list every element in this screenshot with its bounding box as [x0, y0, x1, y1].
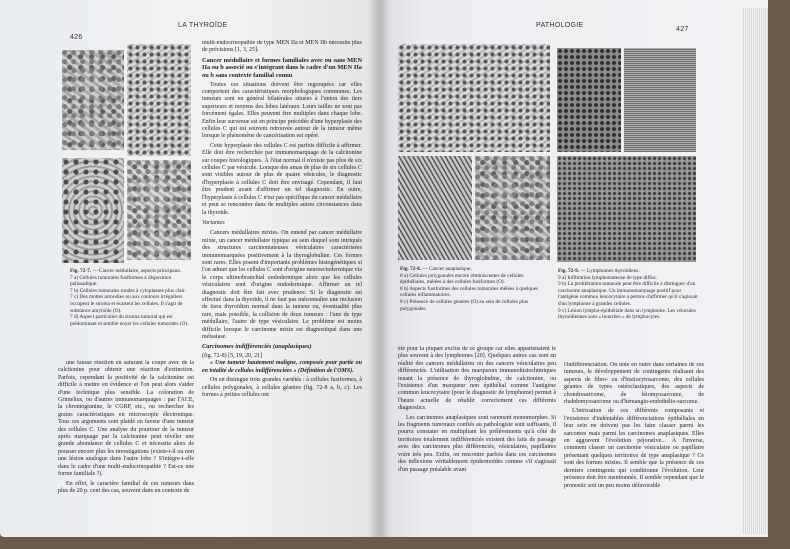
figure-72-8b: [398, 156, 472, 260]
fig-72-7b-caption: 7 b) Cellules tumorales rondes à cytoplasme plus clair.: [70, 287, 186, 294]
page-number-right: 427: [676, 26, 689, 33]
left-col2-distinguish: On en distingue trois grandes variétés : à cellules fusiformes, à cellules polygonales, à cellules géantes (fig. 72-8 a, b, c). Les formes à petites cellules ont: [202, 377, 362, 399]
fig-72-9a-caption: 9 a) Infiltration lymphomateuse de type diffus.: [558, 274, 657, 281]
figure-72-7d: [127, 160, 191, 260]
figure-72-9a: [557, 48, 621, 152]
section-heading-variantes: Variantes: [202, 219, 225, 226]
left-col1-para: une fausse réaction en saturant la coupe avec de la calcitonine pour obtenir une réaction d'extinction. Parfois, cependant la positivité de la calcitonine est difficile à mettre en évidence et l'on peut alors s'aider d'une technique plus sensible. La coloration de Grimelius, ou d'autres immunomarquages : par l'ACE, la chromogranine, le CGRP, etc., ou rechercher les grains caractéristiques en microscopie électronique. Tous ces arguments sont plaidé en faveur d'une tumeur des cellules C. Une analyse du pourtour de la tumeur après marquage par la calcitonine peut révéler une grande abondance de cellules C et nécessite alors de pousser encore plus les investigations (existe-t-il ou non une lésion analogue dans l'autre lobe ? S'intègre-t-elle dans le cadre d'une multi-endocrinopathie ? Est-ce une forme familiale ?).: [58, 360, 194, 478]
right-col1-text: [398, 346, 556, 526]
fig-72-7-title: — Cancer médullaire, aspects principaux.: [92, 268, 182, 274]
left-col2-intro: multi-endocrinopathie de type MEN IIa et MEN IIb nécessite plus de précisions [1, 3, 25].: [202, 40, 362, 54]
figure-72-7c: [62, 158, 124, 263]
page-edges: [742, 8, 768, 534]
left-col1-para2: En effet, le caractère familial de ces tumeurs dans plus de 20 p. cent des cas, souvent dans un contexte de: [58, 480, 194, 494]
right-col2-para1: l'indifférenciation. On note en outre dans certaines de ces tumeurs, le développement de contingents réalisant des aspects de fibro- ou d'histiocytosarcome, des cellules géantes de types ostéoclastiques, des aspects de chondrosarcome, de léiomyosarcome, de rhabdomyosarcome ou d'hémangio-endothélio-sarcome.: [564, 362, 704, 406]
figure-72-8c: [475, 156, 550, 260]
section-heading-anaplasiques: Carcinomes indifférenciés (anaplasiques): [202, 343, 312, 351]
figure-72-9c: [557, 156, 696, 262]
fig-72-9-label: Fig. 72-9.: [558, 268, 580, 274]
fig-72-7c-caption: 7 c) Des mottes arrondies ou aux contours irréguliers occupent le stroma et écartent les cellules. Il s'agit de substance amyloïde (O).: [70, 294, 183, 314]
figure-72-7b: [127, 44, 191, 156]
fig-72-8-label: Fig. 72-8.: [400, 266, 422, 272]
left-col1-bottom-text: [58, 360, 194, 525]
right-col1-para2: Les carcinomes anaplasiques sont rarement monomorphes. Si les fragments tumoraux confiés au pathologiste sont suffisants, il pourra constater en multipliant les prélèvements qu'à côté de territoires totalement indifférenciés existent des faits de passage avec des carcinomes plus différenciés, vésiculaires, papillaires voire très peu. Enfin, on rencontre parfois dans ces carcinomes des inflexions véritablement épidermoïdes comme s'il s'agissait d'un passage préalable avant: [398, 414, 556, 473]
fig-72-9c-caption: 9 c) Lésion lympho-épithéliale dans un lymphome. Les vésicules thyroïdiennes sont « bourrées » de lymphocytes.: [558, 307, 696, 321]
figure-72-7-caption: [70, 268, 192, 327]
right-page: [380, 0, 768, 537]
right-col1-para1: été pour la plupart exclus de ce groupe car elles appartenaient le plus souvent à des lymphomes [20]. Quelques autres cas sont en réalité des cancers médullaires ou des cancers vésiculaires peu différenciés. L'utilisation des marqueurs immunohistochimiques tenant la présence de thyroglobuline, de calcitonine, ou l'existence d'un marqueur non épithélial comme l'antigène commun leucocytaire (pour le diagnostic de lymphome) permet à l'heure actuelle de rétablir correctement ces différents diagnostics.: [398, 346, 556, 412]
right-col2-para2: L'intrication de ces différents composants et l'existence d'indéniables différenciations épithéliales en leur sein ne doivent pas les faire classer parmi les sarcomes mais parmi les carcinomes anaplasiques. Elles en aggravent l'évolution péjorative... À l'inverse, comment classer un carcinome vésiculaire ou papillaire présentant quelques territoires de type anaplasique ? Ce sont des formes mixtes. Il semble que la présence de ces derniers contingents qui conditionne l'évolution. Leur présence doit être mentionnée. Il semble cependant que le pronostic soit un peu moins défavorable: [564, 408, 704, 489]
fig-72-7-label: Fig. 72-7.: [70, 268, 92, 274]
figure-72-8a: [398, 44, 550, 152]
fig-72-8b-caption: 8 b) Aspects fusiformes des cellules tumorales mêlées à quelques cellules inflammatoires.: [400, 285, 539, 299]
fig-72-8-title: — Cancer anaplasique.: [422, 266, 472, 272]
anaplasique-reference: (fig. 72-8) [5, 19, 20, 21]: [202, 353, 263, 359]
left-col2-para1: Toutes ces situations doivent être regroupées car elles comportent des caractéristiques morphologiques communes. Les tumeurs sont en général bilatérales situées à l'union des tiers supérieurs et moyens des lobes latéraux. Leurs tailles ne sont pas forcément égales. Elles peuvent être multiples dans chaque lobe. Enfin leur survenue est en principe précédée d'une hyperplasie des cellules C qui est souvent retrouvée autour de la tumeur même lorsque le phénomène de cancérisation est opéré.: [202, 81, 362, 140]
fig-72-8c-caption: 8 c) Présence de cellules géantes (O) au sein de cellules plus polygonales.: [400, 298, 529, 312]
section-heading-cancer-medullaire: Cancer médullaire et formes familiales avec ou sans MEN IIa ou b associé ou s'intégrant dans le cadre d'un MEN IIa ou b sans contexte familial connu: [202, 56, 362, 79]
fig-72-9-title: — Lymphomes thyroïdiens.: [580, 268, 640, 274]
figure-72-8-caption: [400, 266, 550, 312]
fig-72-7a-caption: 7 a) Cellules tumorales fusiformes à disposition palissadique.: [70, 274, 172, 288]
fig-72-9b-caption: 9 b) La prolifération tumorale peut être difficile à distinguer d'un carcinome anaplasique. Un immunomarquage positif pour l'antigène commun leucocytaire a permis d'affirmer qu'il s'agissait d'un lymphome à grandes cellules.: [558, 281, 698, 307]
figure-72-9-caption: [558, 268, 698, 321]
right-col2-text: [564, 362, 704, 524]
left-col2-variantes: Cancers médullaires mixtes. On entend par cancer médullaire mixte, un cancer médullaire typique au sein duquel sont intriqués des structures carcinomateuses vésiculaires caractérisées immunomarquées positivement à la thyroglobuline. Ces formes sont rares. Elles posent d'importants problèmes histogénétiques si l'on admet que les cellules C sont d'origine neuroectodermique via le corps ultimobranchial endodermique alors que les cellules vésiculaires sont d'origine endodermique. Affirmer un tel diagnostic doit être fait avec prudence. Si le diagnostic est effectué dans la thyroïde, il ne faut pas méconnaître une inclusion de tissu thyroïdien normal dans la tumeur ou, éventualité plus rare, mais possible, la collision de deux tumeurs : l'une de type médullaire, l'autre de type vésiculaire. Le problème est moins difficile lorsque le carcinome mixte est diagnostiqué dans une métastase.: [202, 230, 362, 340]
oms-definition-quote: « Une tumeur hautement maligne, composée pour partie ou en totalité de cellules indifférenciées » (Définition de l'OMS).: [202, 360, 362, 374]
left-col2-para2: Cette hyperplasie des cellules C est parfois difficile à affirmer. Elle doit être recherchée par immunomarquage de la calcitonine sur coupes histologiques. À l'état normal il n'existe pas plus de six cellules C par vésicule. Lorsque des amas de plus de six cellules C sont visibles autour de plus de quatre vésicules, le diagnostic d'hyperplasie à cellules C doit être envisagé. Cependant, il faut être prudent avant d'affirmer un tel diagnostic. En outre, l'hyperplasie à cellules C n'est pas spécifique du cancer médullaire et peut se rencontrer dans de multiples autres circonstances dans la thyroïde.: [202, 142, 362, 216]
fig-72-7d-caption: 7 d) Aspect particulier du stroma tumoral qui est prédominant et semble noyer les cellules tumorales (O).: [70, 314, 189, 327]
running-head-left: LA THYROÏDE: [178, 22, 228, 29]
fig-72-8a-caption: 8 a) Cellules polygonales encore réminiscentes de cellules épithéliales, mêlées à des cellules fusiformes (O).: [400, 272, 524, 286]
book-gutter: [368, 0, 390, 537]
page-number-left: 426: [70, 34, 83, 41]
figure-72-7a: [62, 50, 124, 150]
left-col2-text: [202, 40, 362, 532]
left-page: [0, 0, 380, 537]
figure-72-9b: [624, 48, 696, 152]
running-head-right: PATHOLOGIE: [536, 22, 584, 29]
